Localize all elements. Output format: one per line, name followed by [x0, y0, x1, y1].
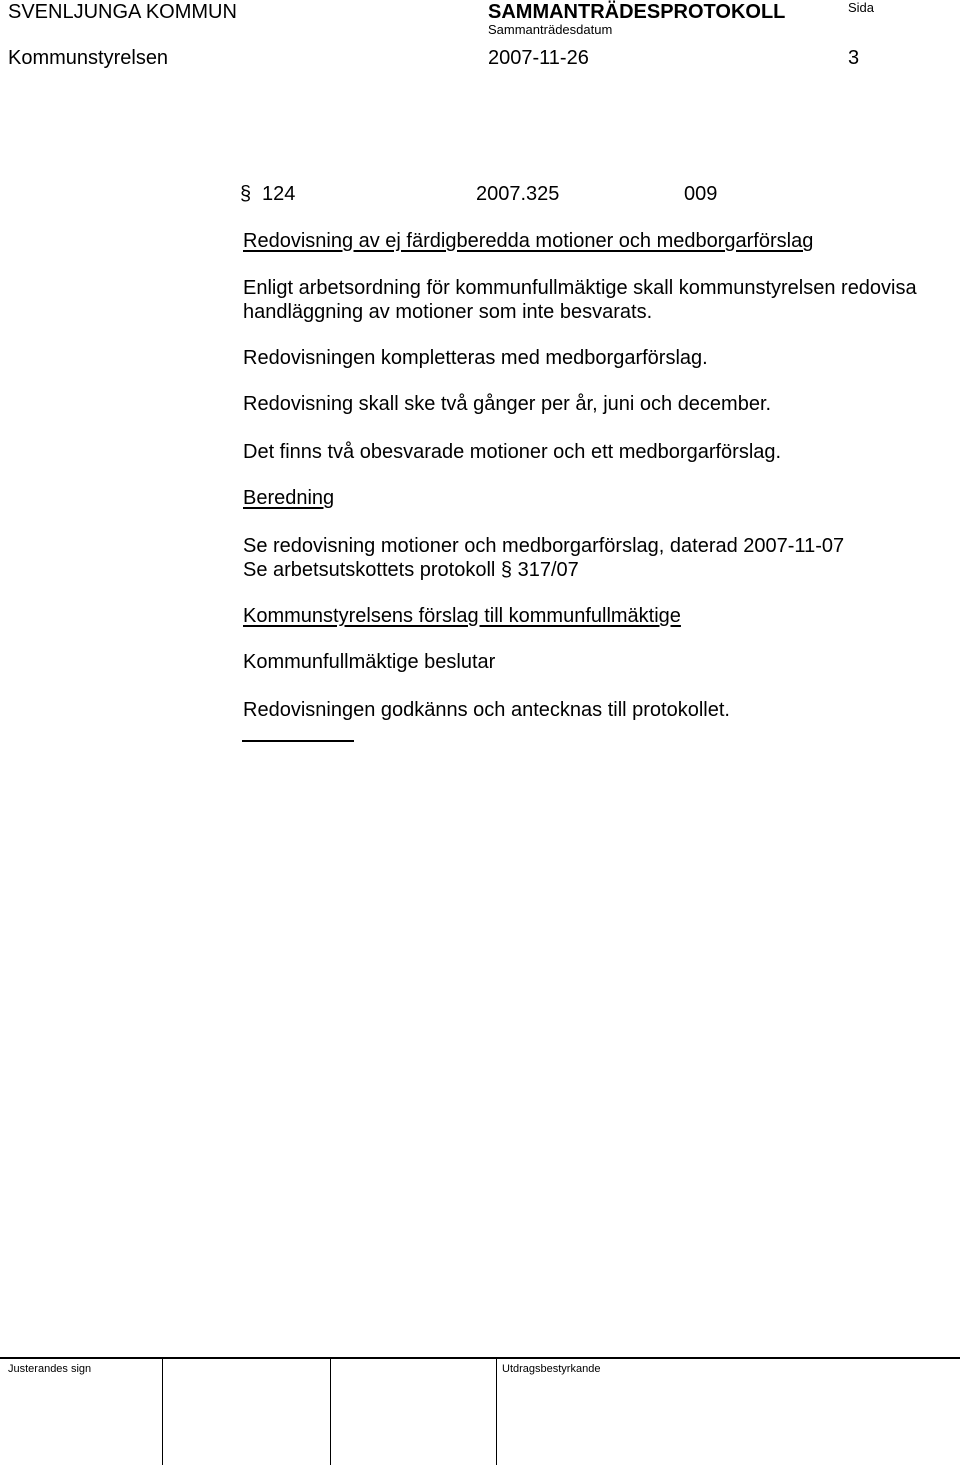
reference-text: Se arbetsutskottets protokoll	[243, 559, 496, 581]
reference-line	[243, 558, 579, 582]
signature-box-divider	[330, 1357, 331, 1465]
section-sign: §	[500, 559, 513, 581]
extract-certified-label: Utdragsbestyrkande	[502, 1363, 601, 1375]
date-label: Sammanträdesdatum	[488, 22, 613, 37]
adjuster-sign-label: Justerandes sign	[8, 1363, 92, 1375]
end-rule	[242, 740, 354, 742]
archive-code: 009	[684, 183, 718, 205]
body-line: Det finns två obesvarade motioner och ett medborgarförslag.	[243, 441, 782, 463]
footer-rule	[0, 1357, 960, 1359]
page-number: 3	[848, 47, 860, 69]
signature-box-divider	[162, 1357, 163, 1465]
body-line: Redovisning skall ske två gånger per år, juni och december.	[243, 393, 772, 415]
paragraph-number: 124	[262, 183, 296, 205]
beredning-heading: Beredning	[243, 487, 335, 509]
body-line: handläggning av motioner som inte besvarats.	[243, 301, 653, 323]
decision-text: Redovisningen godkänns och antecknas till protokollet.	[243, 699, 730, 721]
proposal-heading: Kommunstyrelsens förslag till kommunfullmäktige	[243, 605, 681, 627]
document-title: SAMMANTRÄDESPROTOKOLL	[488, 1, 786, 23]
meeting-date: 2007-11-26	[488, 47, 589, 69]
decision-heading: Kommunfullmäktige beslutar	[243, 651, 496, 673]
body-line: Enligt arbetsordning för kommunfullmäktige skall kommunstyrelsen redovisa	[243, 277, 917, 299]
municipality-name: SVENLJUNGA KOMMUN	[8, 1, 237, 23]
signature-box-divider	[496, 1357, 497, 1465]
section-sign: §	[240, 183, 252, 205]
diary-number: 2007.325	[476, 183, 560, 205]
body-line: Redovisningen kompletteras med medborgarförslag.	[243, 347, 708, 369]
page-label: Sida	[848, 0, 875, 15]
reference-line: Se redovisning motioner och medborgarförslag, daterad 2007-11-07	[243, 535, 845, 557]
item-subject: Redovisning av ej färdigberedda motioner och medborgarförslag	[243, 230, 814, 252]
body-name: Kommunstyrelsen	[8, 47, 169, 69]
reference-number: 317/07	[517, 559, 579, 581]
